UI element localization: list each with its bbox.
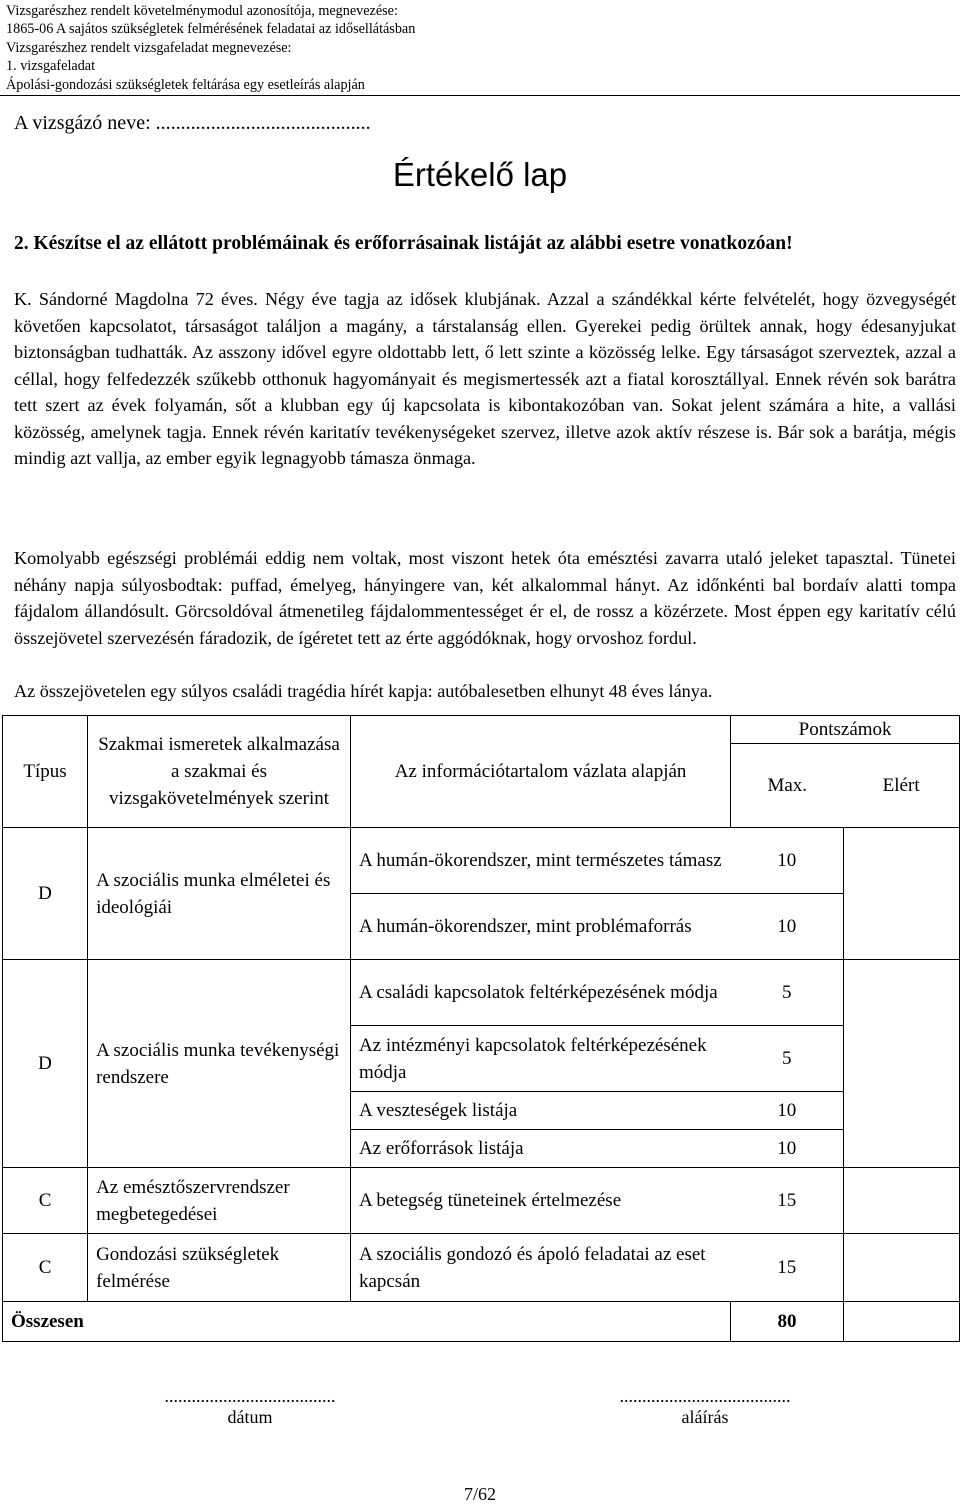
date-line: ...................................... [164,1386,336,1406]
header-skill: Szakmai ismeretek alkalmazása a szakmai és vizsgakövetelmények szerint [88,716,351,828]
signature-block [555,1386,855,1428]
page-title: Értékelő lap [392,156,568,193]
candidate-name-field: A vizsgázó neve: ........................................... [14,112,371,134]
row-max: 5 [731,1026,844,1092]
row-got[interactable] [843,960,959,1168]
signature-label: aláírás [681,1407,729,1427]
evaluation-table [2,715,960,1342]
row-max: 10 [731,1130,844,1168]
group-skill: Az emésztőszervrendszer megbetegedései [88,1168,351,1234]
page-number: 7/62 [463,1484,496,1504]
date-block [100,1386,400,1428]
group-type: C [3,1234,88,1302]
header-line: Ápolási-gondozási szükségletek feltárása egy esetleírás alapján [6,76,365,93]
case-paragraph-2: Komolyabb egészségi problémái eddig nem voltak, most viszont hetek óta emésztési zavarra utaló jeleket tapasztal. Tünetei néhány napja súlyosbodtak: puffad, émelyeg, hányingere van, két alkalommal hányt. Az időnkénti bal bordaív alatti tompa fájdalom állandósult. Görcsoldóval átmenetileg fájdalommentességet ér el, de rossz a közérzete. Most éppen egy karitatív célú összejövetel szervezésén fáradozik, de ígéretet tett az érte aggódóknak, hogy orvoshoz fordul. [14,548,956,648]
group-type: D [3,960,88,1168]
header-points: Pontszámok [731,716,960,744]
group-type: D [3,828,88,960]
total-max: 80 [731,1302,844,1342]
header-info: Az információtartalom vázlata alapján [350,716,730,828]
group-skill: Gondozási szükségletek felmérése [88,1234,351,1302]
row-info: Az intézményi kapcsolatok feltérképezésének módja [350,1026,730,1092]
row-max: 10 [731,1092,844,1130]
row-info: A betegség tüneteinek értelmezése [350,1168,730,1234]
header-type: Típus [3,716,88,828]
row-info: A szociális gondozó és ápoló feladatai az eset kapcsán [350,1234,730,1302]
row-got[interactable] [843,828,959,960]
header-line: Vizsgarészhez rendelt követelménymodul azonosítója, megnevezése: [6,3,398,19]
group-skill: A szociális munka tevékenységi rendszere [88,960,351,1168]
row-max: 10 [731,894,844,960]
header-got: Elért [843,744,959,828]
header-line: 1. vizsgafeladat [6,58,96,75]
row-info: A humán-ökorendszer, mint problémaforrás [350,894,730,960]
row-info: A családi kapcsolatok feltérképezésének módja [350,960,730,1026]
header-divider [0,95,960,96]
row-max: 5 [731,960,844,1026]
row-info: A humán-ökorendszer, mint természetes támasz [350,828,730,894]
header-line: Vizsgarészhez rendelt vizsgafeladat megnevezése: [6,39,292,56]
group-type: C [3,1168,88,1234]
row-max: 10 [731,828,844,894]
header-line: 1865-06 A sajátos szükségletek felmérésének feladatai az idősellátásban [6,21,416,38]
task-instruction: 2. Készítse el az ellátott problémáinak és erőforrásainak listáját az alábbi esetre vonatkozóan! [14,233,793,254]
total-label: Összesen [3,1302,731,1342]
row-max: 15 [731,1234,844,1302]
total-got[interactable] [843,1302,959,1342]
document-header [6,2,415,94]
row-max: 15 [731,1168,844,1234]
case-paragraph-1: K. Sándorné Magdolna 72 éves. Négy éve tagja az idősek klubjának. Azzal a szándékkal kérte felvételét, hogy özvegységét követően kapcsolatot, társaságot találjon a magány, a társtalanság ellen. Gyerekei pedig örültek annak, hogy édesanyjukat biztonságban tudhatták. Az asszony idővel egyre oldottabb lett, ő lett szinte a közösség lelke. Egy társaságot szerveztek, azzal a céllal, hogy felfedezzék szűkebb otthonuk hagyományait és megismertessék azt a fiatal korosztállyal. Ennek révén sok barátra tett szert az évek folyamán, sőt a klubban egy új kapcsolata is kibontakozóban van. Sokat jelent számára a hite, a vallási közösség, amelynek tagja. Ennek révén karitatív tevékenységeket szervez, illetve azok aktív részese is. Bár sok a barátja, mégis mindig azt vallja, az ember egyik legnagyobb támasza önmaga. [14,289,956,468]
case-paragraph-3: Az összejövetelen egy súlyos családi tragédia hírét kapja: autóbalesetben elhunyt 48 éves lánya. [14,681,713,701]
row-info: A veszteségek listája [350,1092,730,1130]
group-skill: A szociális munka elméletei és ideológiái [88,828,351,960]
date-label: dátum [227,1407,273,1427]
row-got[interactable] [843,1168,959,1234]
header-max: Max. [731,744,844,828]
signature-line: ...................................... [619,1386,791,1406]
row-got[interactable] [843,1234,959,1302]
row-info: Az erőforrások listája [350,1130,730,1168]
